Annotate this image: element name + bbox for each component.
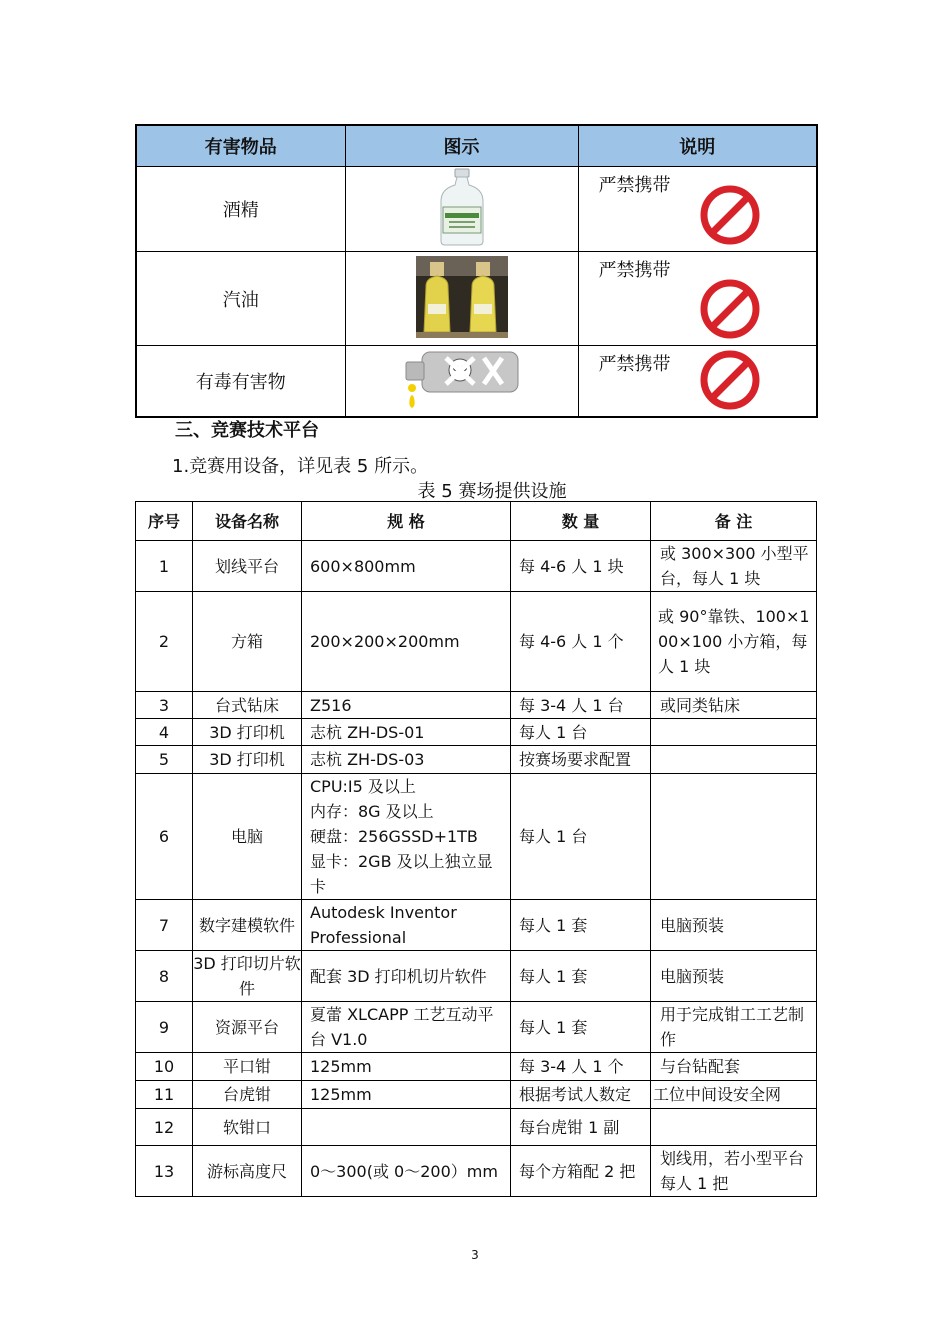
equipment-name: 3D 打印机 [193, 746, 302, 774]
equipment-spec: 志杭 ZH-DS-03 [302, 746, 511, 774]
table-row [136, 692, 817, 719]
row-number: 5 [136, 746, 193, 774]
table-row [136, 1002, 817, 1053]
table-row [136, 1146, 817, 1197]
equipment-quantity: 按赛场要求配置 [511, 746, 651, 774]
equipment-note [651, 719, 817, 746]
equipment-spec [302, 774, 511, 900]
equipment-name: 台式钻床 [193, 692, 302, 719]
table-row [136, 346, 817, 418]
section-heading: 三、竞赛技术平台 [175, 420, 319, 441]
hazard-note: 严禁携带 [598, 175, 671, 196]
equipment-spec: 200×200×200mm [302, 592, 511, 692]
equipment-note: 与台钻配套 [651, 1053, 817, 1081]
equipment-spec: 125mm [302, 1053, 511, 1081]
table-row [136, 951, 817, 1002]
equipment-note: 电脑预装 [651, 951, 817, 1002]
column-header: 序号 [136, 502, 193, 541]
row-number: 1 [136, 541, 193, 592]
equipment-quantity: 每台虎钳 1 副 [511, 1109, 651, 1146]
row-number: 7 [136, 900, 193, 951]
hazard-name: 有毒有害物 [136, 346, 345, 418]
equipment-spec: 125mm [302, 1081, 511, 1109]
equipment-spec: 夏蕾 XLCAPP 工艺互动平台 V1.0 [302, 1002, 511, 1053]
table-row [136, 1081, 817, 1109]
prohibited-sign-icon [700, 185, 760, 245]
row-number: 3 [136, 692, 193, 719]
spec-line: 硬盘：256GSSD+1TB [310, 827, 478, 846]
equipment-quantity: 每 4-6 人 1 块 [511, 541, 651, 592]
equipment-quantity: 每人 1 套 [511, 900, 651, 951]
equipment-spec: 600×800mm [302, 541, 511, 592]
hazardous-items-table [135, 124, 818, 418]
spec-line: 显卡：2GB 及以上独立显卡 [310, 852, 493, 896]
row-number: 6 [136, 774, 193, 900]
table-row [136, 541, 817, 592]
row-number: 4 [136, 719, 193, 746]
table-row [136, 774, 817, 900]
equipment-spec: 配套 3D 打印机切片软件 [302, 951, 511, 1002]
equipment-table [135, 501, 817, 1197]
equipment-note: 工位中间设安全网 [651, 1081, 817, 1109]
equipment-name: 平口钳 [193, 1053, 302, 1081]
gasoline-bottles-icon [416, 256, 508, 338]
column-header: 设备名称 [193, 502, 302, 541]
equipment-spec [302, 1109, 511, 1146]
row-number: 12 [136, 1109, 193, 1146]
hazard-note: 严禁携带 [598, 354, 671, 375]
equipment-note [651, 746, 817, 774]
prohibited-sign-icon [700, 350, 760, 410]
table-row [136, 900, 817, 951]
row-number: 2 [136, 592, 193, 692]
equipment-quantity: 根据考试人数定 [511, 1081, 651, 1109]
table-row [136, 719, 817, 746]
alcohol-bottle-icon [427, 167, 497, 247]
paragraph: 1.竞赛用设备，详见表 5 所示。 [172, 456, 429, 477]
gasoline-bottles-image [345, 252, 578, 346]
equipment-quantity: 每 3-4 人 1 个 [511, 1053, 651, 1081]
equipment-quantity: 每个方箱配 2 把 [511, 1146, 651, 1197]
equipment-note: 电脑预装 [651, 900, 817, 951]
equipment-note: 或 90°靠铁、100×100×100 小方箱，每人 1 块 [651, 592, 817, 692]
spec-line: 内存：8G 及以上 [310, 802, 434, 821]
table-caption: 表 5 赛场提供设施 [417, 481, 567, 502]
equipment-name: 划线平台 [193, 541, 302, 592]
poison-bottle-image [345, 346, 578, 418]
page-number: 3 [471, 1248, 479, 1262]
table-row [136, 167, 817, 252]
equipment-note: 或 300×300 小型平台，每人 1 块 [651, 541, 817, 592]
equipment-quantity: 每人 1 套 [511, 1002, 651, 1053]
column-header: 数 量 [511, 502, 651, 541]
equipment-note: 划线用，若小型平台每人 1 把 [651, 1146, 817, 1197]
equipment-quantity: 每人 1 台 [511, 719, 651, 746]
prohibited-sign-icon [700, 279, 760, 339]
equipment-name: 3D 打印机 [193, 719, 302, 746]
column-header: 图示 [345, 125, 578, 167]
table-header-row [136, 502, 817, 541]
equipment-note: 或同类钻床 [651, 692, 817, 719]
equipment-name: 资源平台 [193, 1002, 302, 1053]
table-row [136, 746, 817, 774]
table-row [136, 592, 817, 692]
equipment-name: 软钳口 [193, 1109, 302, 1146]
equipment-name: 游标高度尺 [193, 1146, 302, 1197]
hazard-name: 酒精 [136, 167, 345, 252]
equipment-spec: 志杭 ZH-DS-01 [302, 719, 511, 746]
column-header: 备 注 [651, 502, 817, 541]
column-header: 说明 [578, 125, 817, 167]
equipment-note: 用于完成钳工工艺制作 [651, 1002, 817, 1053]
equipment-spec: Z516 [302, 692, 511, 719]
table-header-row [136, 125, 817, 167]
equipment-spec: Autodesk Inventor Professional [302, 900, 511, 951]
hazard-note: 严禁携带 [598, 260, 671, 281]
table-row [136, 252, 817, 346]
poison-bottle-icon [402, 346, 522, 412]
row-number: 10 [136, 1053, 193, 1081]
table-row [136, 1053, 817, 1081]
column-header: 规 格 [302, 502, 511, 541]
spec-line: CPU:I5 及以上 [310, 777, 416, 796]
row-number: 8 [136, 951, 193, 1002]
equipment-quantity: 每 3-4 人 1 台 [511, 692, 651, 719]
equipment-name: 3D 打印切片软件 [193, 951, 302, 1002]
column-header: 有害物品 [136, 125, 345, 167]
equipment-note [651, 774, 817, 900]
equipment-name: 电脑 [193, 774, 302, 900]
row-number: 9 [136, 1002, 193, 1053]
equipment-spec: 0～300(或 0～200）mm [302, 1146, 511, 1197]
hazard-name: 汽油 [136, 252, 345, 346]
equipment-quantity: 每 4-6 人 1 个 [511, 592, 651, 692]
equipment-quantity: 每人 1 台 [511, 774, 651, 900]
row-number: 11 [136, 1081, 193, 1109]
equipment-name: 方箱 [193, 592, 302, 692]
equipment-name: 数字建模软件 [193, 900, 302, 951]
table-row [136, 1109, 817, 1146]
alcohol-bottle-image [345, 167, 578, 252]
row-number: 13 [136, 1146, 193, 1197]
equipment-quantity: 每人 1 套 [511, 951, 651, 1002]
equipment-note [651, 1109, 817, 1146]
equipment-name: 台虎钳 [193, 1081, 302, 1109]
